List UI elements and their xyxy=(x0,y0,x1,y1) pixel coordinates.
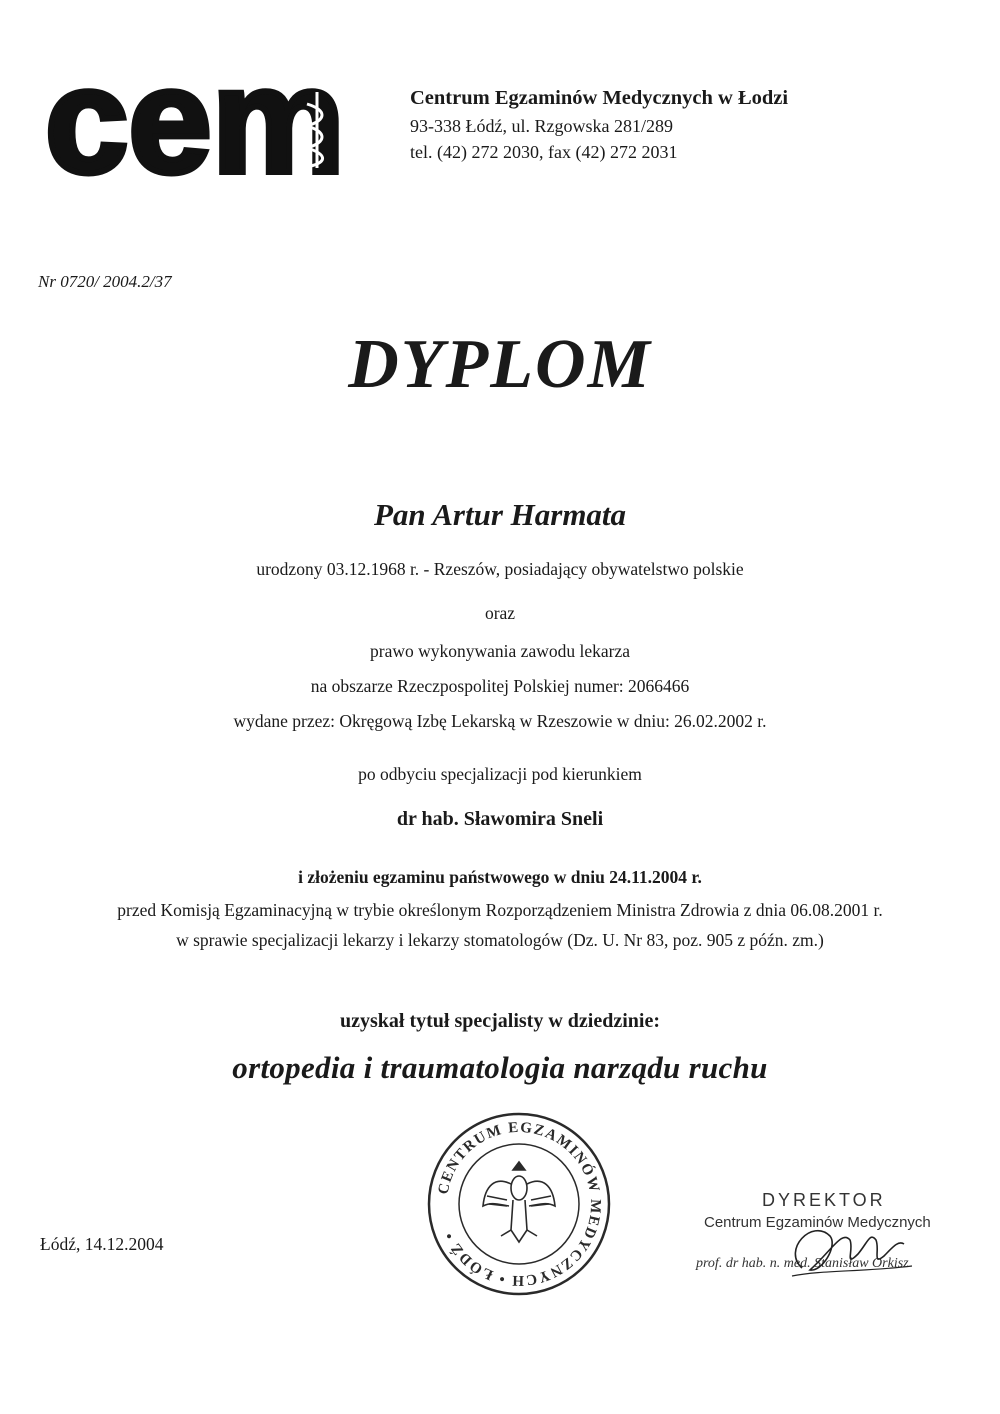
document-number: Nr 0720/ 2004.2/37 xyxy=(38,272,172,291)
license-line-1: prawo wykonywania zawodu lekarza xyxy=(370,641,630,661)
seal-text-path: CENTRUM EGZAMINÓW MEDYCZNYCH • ŁÓDŹ • xyxy=(435,1119,604,1289)
org-contact: tel. (42) 272 2030, fax (42) 272 2031 xyxy=(410,142,678,162)
commission-line-1: przed Komisją Egzaminacyjną w trybie określonym Rozporządzeniem Ministra Zdrowia z dnia 06.08.2001 r. xyxy=(117,900,883,920)
eagle-icon xyxy=(483,1162,555,1242)
exam-info: i złożeniu egzaminu państwowego w dniu 24.11.2004 r. xyxy=(298,867,702,887)
handwritten-signature xyxy=(772,1210,922,1290)
license-line-2: na obszarze Rzeczpospolitej Polskiej numer: 2066466 xyxy=(310,676,690,696)
director-org: Centrum Egzaminów Medycznych xyxy=(704,1214,931,1231)
document-title: DYPLOM xyxy=(348,326,652,403)
supervisor-name: dr hab. Sławomira Sneli xyxy=(396,808,604,830)
org-name: Centrum Egzaminów Medycznych w Łodzi xyxy=(410,87,789,109)
specialization-intro: po odbyciu specjalizacji pod kierunkiem xyxy=(358,764,642,784)
seal-outer-ring xyxy=(429,1114,609,1294)
commission-line-2: w sprawie specjalizacji lekarzy i lekarzy stomatologów (Dz. U. Nr 83, poz. 905 z późn. zm.) xyxy=(176,930,824,950)
org-address: 93-338 Łódź, ul. Rzgowska 281/289 xyxy=(410,116,673,136)
recipient-name: Pan Artur Harmata xyxy=(373,497,627,532)
specialty-name: ortopedia i traumatologia narządu ruchu xyxy=(232,1050,768,1085)
official-seal xyxy=(425,1110,613,1298)
license-line-3: wydane przez: Okręgową Izbę Lekarską w Rzeszowie w dniu: 26.02.2002 r. xyxy=(233,711,767,731)
director-title: DYREKTOR xyxy=(762,1190,886,1210)
director-name: prof. dr hab. n. med. Stanisław Orkisz xyxy=(696,1256,909,1271)
cem-logo xyxy=(45,80,350,180)
specialty-intro: uzyskał tytuł specjalisty w dziedzinie: xyxy=(340,1010,660,1032)
logo-lettering: cem xyxy=(45,80,345,180)
seal-text xyxy=(436,1120,604,1288)
oraz-text: oraz xyxy=(484,603,516,623)
place-and-date: Łódź, 14.12.2004 xyxy=(40,1234,164,1254)
birth-info: urodzony 03.12.1968 r. - Rzeszów, posiadający obywatelstwo polskie xyxy=(256,559,744,579)
